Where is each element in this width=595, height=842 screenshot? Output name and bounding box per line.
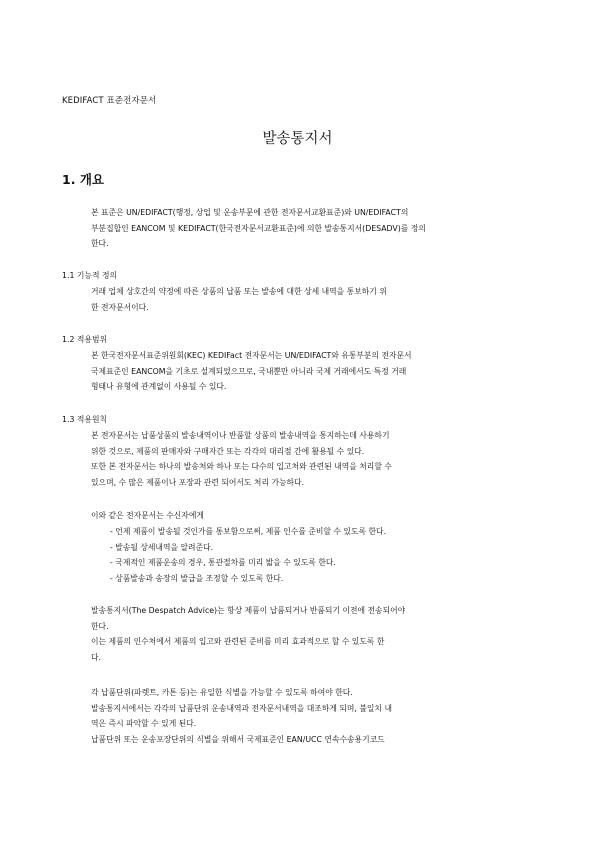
list-intro: 이와 같은 전자문서는 수신자에게 [91, 511, 204, 520]
section-number: 1. [62, 172, 76, 187]
body-line: 각 납품단위(파렛트, 카톤 등)는 유일한 식별을 가능할 수 있도록 하여야 한다. [91, 688, 353, 697]
body-line: 국제표준인 EANCOM을 기초로 설계되었으므로, 국내뿐만 아니라 국제 거래에서도 특정 거래 [91, 366, 407, 376]
subsection-body-1-1 [91, 284, 387, 315]
subsection-heading-1-3: 1.3 적용원칙 [62, 415, 108, 424]
body-line: 본 한국전자문서표준위원회(KEC) KEDIFact 전자문서는 UN/EDIFACT와 유통부분의 전자문서 [91, 351, 412, 360]
body-line: 한다. [91, 621, 109, 631]
list-item: - 언제 제품이 발송될 것인가를 통보함으로써, 제품 인수를 준비할 수 있도록 한다. [110, 527, 387, 536]
body-line: 발송통지서에서는 각각의 납품단위 운송내역과 전자문서내역을 대조하게 되며, 불일치 내 [91, 703, 392, 713]
body-line: 역은 즉시 파악할 수 있게 된다. [91, 719, 197, 729]
despatch-advice-paragraph [91, 603, 405, 666]
bullet-list [110, 524, 386, 587]
list-item: - 발송될 상세내역을 알려준다. [110, 542, 214, 552]
subsection-heading-1-1: 1.1 기능적 정의 [62, 271, 118, 280]
body-line: 거래 업체 상호간의 약정에 따른 상품의 납품 또는 발송에 대한 상세 내역을 통보하기 위 [91, 287, 387, 296]
document-header: KEDIFACT 표준전자문서 [62, 96, 157, 106]
list-item: - 상품발송과 송장의 발급을 조정할 수 있도록 한다. [110, 574, 284, 584]
body-line: 다. [91, 653, 102, 663]
body-line: 한 전자문서이다. [91, 302, 149, 312]
list-item: - 국제적인 제품운송의 경우, 통관절차를 미리 밟을 수 있도록 한다. [110, 558, 336, 568]
body-line: 또한 본 전자문서는 하나의 발송처와 하나 또는 다수의 입고처와 관련된 내역을 처리할 수 [91, 462, 392, 472]
body-line: 있으며, 수 많은 제품이나 포장과 관련 되어서도 처리 가능하다. [91, 478, 305, 488]
intro-line: 부분집합인 EANCOM 및 KEDIFACT(한국전자문서교환표준)에 의한 발송통지서(DESADV)를 정의 [91, 223, 426, 233]
body-line: 본 전자문서는 납품상품의 발송내역이나 반품할 상품의 발송내역을 통지하는데 사용하기 [91, 431, 390, 440]
intro-paragraph [91, 205, 426, 252]
body-line: 이는 제품의 인수처에서 제품의 입고와 관련된 준비를 미리 효과적으로 할 수 있도록 한 [91, 637, 385, 647]
subsection-body-1-2 [91, 348, 412, 395]
intro-line: 한다. [91, 239, 109, 249]
page-title: 발송통지서 [262, 131, 333, 147]
section-heading [62, 170, 104, 188]
subsection-body-1-3 [91, 428, 392, 491]
intro-line: 본 표준은 UN/EDIFACT(행정, 상업 및 운송부문에 관한 전자문서교환표준)와 UN/EDIFACT의 [91, 208, 409, 217]
body-line: 발송통지서(The Despatch Advice)는 항상 제품이 납품되거나 반품되기 이전에 전송되어야 [91, 606, 406, 615]
body-line: 위한 것으로, 제품의 판매자와 구매자간 또는 각각의 대리점 간에 활용될 수 있다. [91, 446, 365, 456]
delivery-unit-paragraph [91, 685, 392, 748]
subsection-heading-1-2: 1.2 적용범위 [62, 335, 108, 344]
section-title: 개요 [79, 172, 104, 187]
body-line: 납품단위 또는 운송포장단위의 식별을 위해서 국제표준인 EAN/UCC 연속수송용기코드 [91, 735, 385, 745]
body-line: 형태나 유형에 관계없이 사용될 수 있다. [91, 382, 227, 392]
